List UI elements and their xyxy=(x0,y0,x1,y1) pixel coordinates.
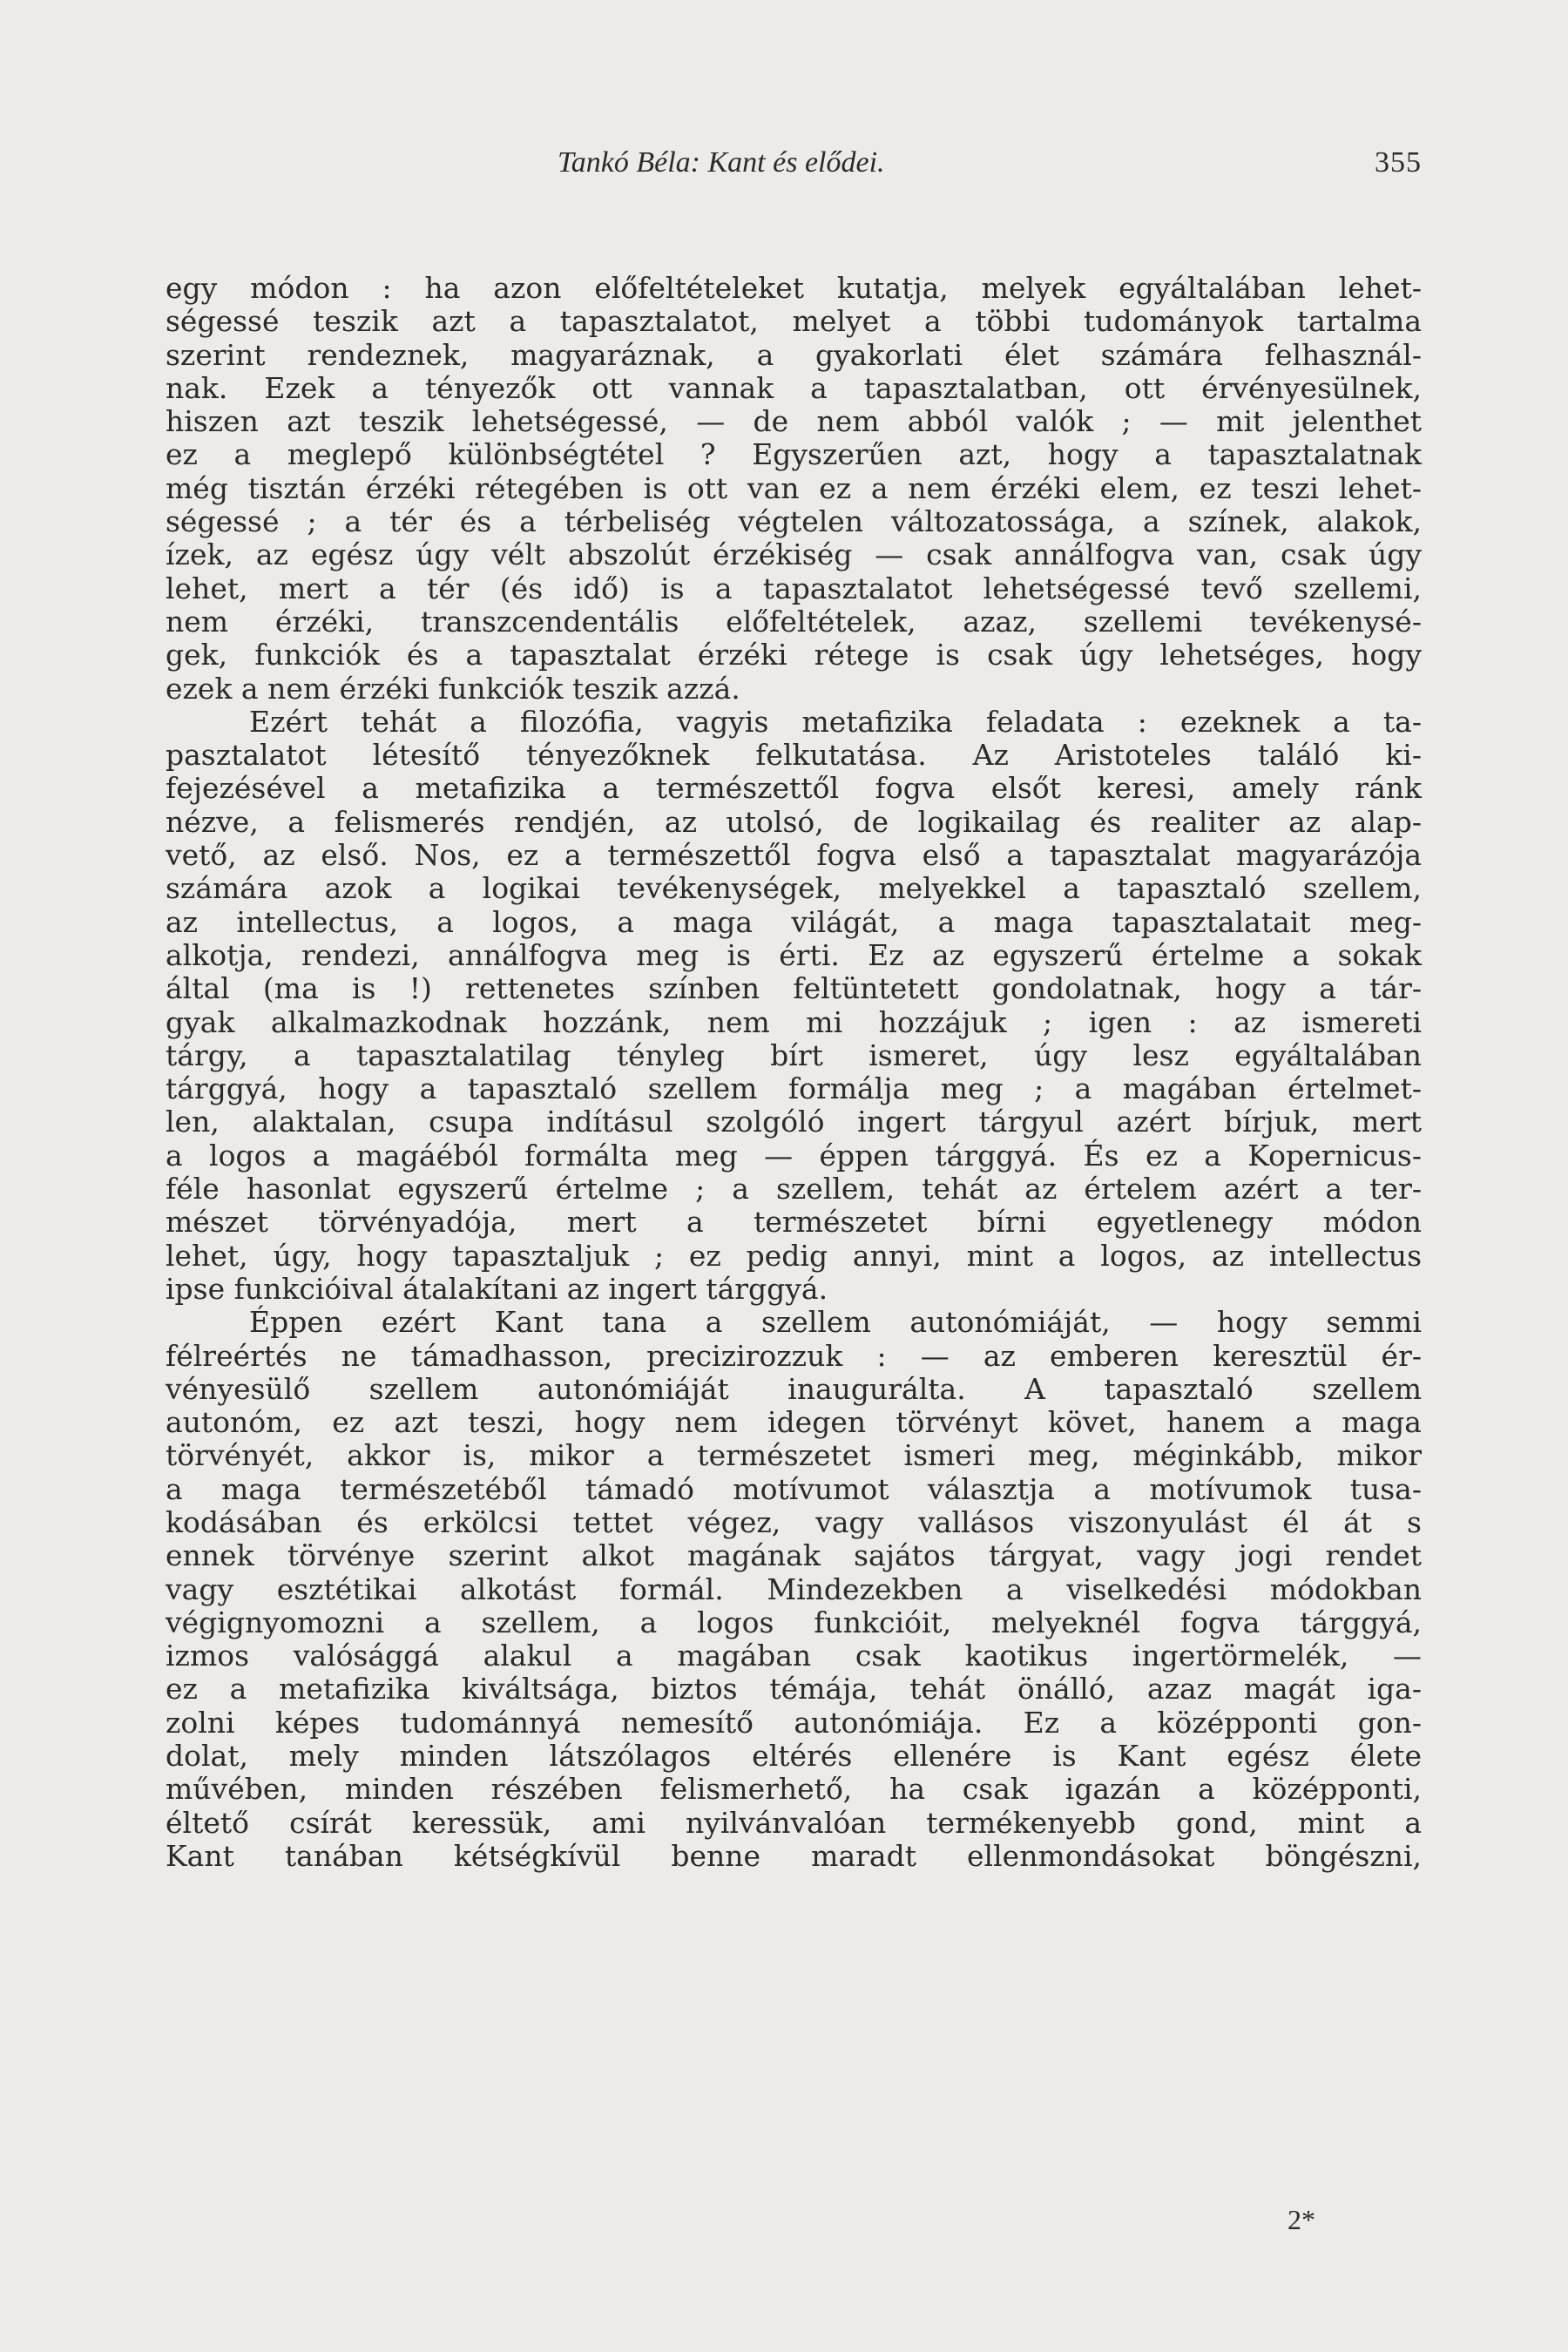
text-line: ízek, az egész úgy vélt abszolút érzékiség — csak annálfogva van, csak úgy xyxy=(166,537,1422,572)
text-line: mészet törvényadója, mert a természetet bírni egyetlenegy módon xyxy=(166,1205,1422,1240)
text-line: törvényét, akkor is, mikor a természetet ismeri meg, méginkább, mikor xyxy=(166,1438,1422,1473)
text-line: Éppen ezért Kant tana a szellem autonómiáját, — hogy semmi xyxy=(249,1305,1422,1340)
text-line: éltető csírát keressük, ami nyilvánvalóan termékenyebb gond, mint a xyxy=(166,1805,1422,1840)
text-line: kodásában és erkölcsi tettet végez, vagy vallásos viszonyulást él át s xyxy=(166,1504,1422,1539)
text-line: nak. Ezek a tényezők ott vannak a tapasztalatban, ott érvényesülnek, xyxy=(166,370,1422,405)
text-line: tárgy, a tapasztalatilag tényleg bírt ismeret, úgy lesz egyáltalában xyxy=(166,1037,1422,1072)
text-line: ezek a nem érzéki funkciók teszik azzá. xyxy=(166,671,740,706)
text-line: az intellectus, a logos, a maga világát, a maga tapasztalatait meg- xyxy=(166,904,1422,939)
text-line: számára azok a logikai tevékenységek, melyekkel a tapasztaló szellem, xyxy=(166,871,1422,906)
text-line: Ezért tehát a filozófia, vagyis metafizika feladata : ezeknek a ta- xyxy=(249,704,1422,739)
text-line: lehet, mert a tér (és idő) is a tapasztalatot lehetségessé tevő szellemi, xyxy=(166,571,1422,605)
text-line: len, alaktalan, csupa indításul szolgóló ingert tárgyul azért bírjuk, mert xyxy=(166,1105,1422,1139)
text-line: nem érzéki, transzcendentális előfeltételek, azaz, szellemi tevékenysé- xyxy=(166,604,1422,639)
text-line: ez a metafizika kiváltsága, biztos témája, tehát önálló, azaz magát iga- xyxy=(166,1672,1422,1707)
running-header xyxy=(166,146,1422,199)
text-line: művében, minden részében felismerhető, ha csak igazán a középponti, xyxy=(166,1772,1422,1807)
text-line: ségessé ; a tér és a térbeliség végtelen változatossága, a színek, alakok, xyxy=(166,504,1422,539)
text-line: ipse funkcióival átalakítani az ingert tárggyá. xyxy=(166,1271,828,1306)
running-title: Tankó Béla: Kant és elődei. xyxy=(558,146,885,179)
text-line: lehet, úgy, hogy tapasztaljuk ; ez pedig annyi, mint a logos, az intellectus xyxy=(166,1238,1422,1273)
text-line: végignyomozni a szellem, a logos funkcióit, melyeknél fogva tárggyá, xyxy=(166,1605,1422,1639)
text-line: egy módon : ha azon előfeltételeket kutatja, melyek egyáltalában lehet- xyxy=(166,271,1422,305)
text-line: vagy esztétikai alkotást formál. Mindezekben a viselkedési módokban xyxy=(166,1571,1422,1606)
page-number: 355 xyxy=(1375,146,1422,179)
text-line: fejezésével a metafizika a természettől fogva elsőt keresi, amely ránk xyxy=(166,771,1422,806)
text-line: dolat, mely minden látszólagos eltérés ellenére is Kant egész élete xyxy=(166,1739,1422,1774)
text-line: alkotja, rendezi, annálfogva meg is érti. Ez az egyszerű értelme a sokak xyxy=(166,937,1422,972)
text-line: ségessé teszik azt a tapasztalatot, melyet a többi tudományok tartalma xyxy=(166,304,1422,339)
text-line: vető, az első. Nos, ez a természettől fogva első a tapasztalat magyarázója xyxy=(166,838,1422,873)
text-line: még tisztán érzéki rétegében is ott van ez a nem érzéki elem, ez teszi lehet- xyxy=(166,470,1422,505)
text-line: tárggyá, hogy a tapasztaló szellem formálja meg ; a magában értelmet- xyxy=(166,1071,1422,1106)
text-line: pasztalatot létesítő tényezőknek felkutatása. Az Aristoteles találó ki- xyxy=(166,738,1422,773)
text-line: hiszen azt teszik lehetségessé, — de nem abból valók ; — mit jelenthet xyxy=(166,404,1422,439)
text-line: vényesülő szellem autonómiáját inaugurálta. A tapasztaló szellem xyxy=(166,1371,1422,1406)
text-line: félreértés ne támadhasson, precizirozzuk : — az emberen keresztül ér- xyxy=(166,1338,1422,1373)
text-line: gyak alkalmazkodnak hozzánk, nem mi hozzájuk ; igen : az ismereti xyxy=(166,1004,1422,1039)
text-line: izmos valósággá alakul a magában csak kaotikus ingertörmelék, — xyxy=(166,1639,1422,1673)
signature-mark: 2* xyxy=(1288,2204,1315,2235)
text-line: szerint rendeznek, magyaráznak, a gyakorlati élet számára felhasznál- xyxy=(166,337,1422,372)
text-line: zolni képes tudománnyá nemesítő autonómiája. Ez a középponti gon- xyxy=(166,1705,1422,1740)
text-line: féle hasonlat egyszerű értelme ; a szellem, tehát az értelem azért a ter- xyxy=(166,1172,1422,1206)
text-line: autonóm, ez azt teszi, hogy nem idegen törvényt követ, hanem a maga xyxy=(166,1405,1422,1440)
text-line: ez a meglepő különbségtétel ? Egyszerűen azt, hogy a tapasztalatnak xyxy=(166,437,1422,472)
text-line: a logos a magáéból formálta meg — éppen tárggyá. És ez a Kopernicus- xyxy=(166,1138,1422,1173)
text-line: Kant tanában kétségkívül benne maradt ellenmondásokat böngészni, xyxy=(166,1838,1422,1873)
text-line: gek, funkciók és a tapasztalat érzéki rétege is csak úgy lehetséges, hogy xyxy=(166,638,1422,672)
text-line: a maga természetéből támadó motívumot választja a motívumok tusa- xyxy=(166,1471,1422,1506)
text-line: által (ma is !) rettenetes színben feltüntetett gondolatnak, hogy a tár- xyxy=(166,971,1422,1006)
body-text xyxy=(166,272,1422,1873)
text-line: ennek törvénye szerint alkot magának sajátos tárgyat, vagy jogi rendet xyxy=(166,1538,1422,1573)
text-line: nézve, a felismerés rendjén, az utolsó, de logikailag és realiter az alap- xyxy=(166,804,1422,839)
